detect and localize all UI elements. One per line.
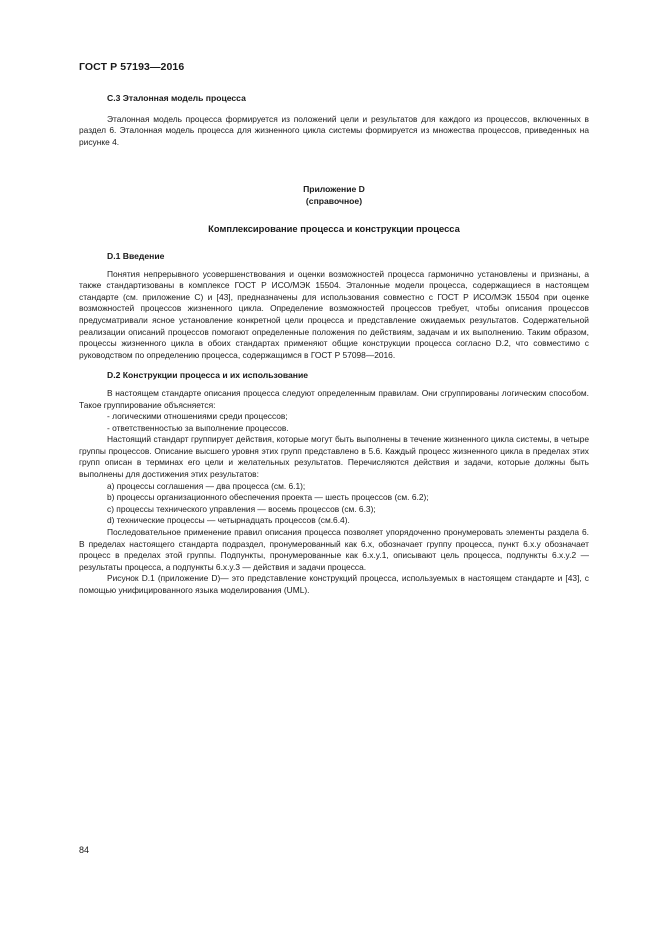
page-content xyxy=(79,88,589,597)
list-item: d) технические процессы — четырнадцать процессов (см.6.4). xyxy=(107,515,350,526)
list-item: - логическими отношениями среди процессов; xyxy=(107,411,288,422)
list-item: b) процессы организационного обеспечения проекта — шесть процессов (см. 6.2); xyxy=(107,492,429,503)
page-number: 84 xyxy=(79,845,90,855)
section-d2-paragraph-1: В настоящем стандарте описания процесса следуют определенным правилам. Они сгруппированы логическим способом. Такое группирование объясняется: xyxy=(79,387,589,410)
appendix-kind: (справочное) xyxy=(305,196,363,207)
section-d2-paragraph-2: Настоящий стандарт группирует действия, которые могут быть выполнены в течение жизненного цикла системы, в четыре группы процессов. Описание высшего уровня этих групп представлено в 5.6. Каждый процесс жизненного цикла в пределах этих групп описан в терминах его цели и желательных результатов. Перечисляются действия и задачи, которые должны быть выполнены для достижения этих результатов: xyxy=(79,434,589,480)
section-d1-paragraph: Понятия непрерывного усовершенствования и оценки возможностей процесса гармонично установлены и признаны, а также стандартизованы в комплексе ГОСТ Р ИСО/МЭК 15504. Эталонные модели процесса, содержащиеся в настоящем стандарте (см. приложение С) и [43], предназначены для использования совместно с ГОСТ Р ИСО/МЭК 15504 при оценке возможностей процессов жизненного цикла. Определение возможностей процессов требует, чтобы описания процессов предусматривали ясное установление конкретной цели процесса и представление ожидаемых результатов. Содержательной реализации описаний процессов помогают определенные положения по действиям, задачам и их выполнению. Таким образом, процессы жизненного цикла в обоих стандартах применяют общие конструкции процесса согласно D.2, что совместимо с руководством по определению процесса, содержащимся в ГОСТ Р 57098—2016. xyxy=(79,268,589,360)
standard-header: ГОСТ Р 57193—2016 xyxy=(79,61,185,73)
section-c3-paragraph: Эталонная модель процесса формируется из положений цели и результатов для каждого из процессов, включенных в раздел 6. Эталонная модель процесса для жизненного цикла системы формируется из множества процессов, приведенных на рисунке 4. xyxy=(79,113,589,147)
section-c3-title: С.3 Эталонная модель процесса xyxy=(107,93,246,103)
section-d2-paragraph-3: Последовательное применение правил описания процесса позволяет упорядоченно пронумеровать элементы раздела 6. В пределах настоящего стандарта подраздел, пронумерованный как 6.x, обозначает группу процесса, пункт 6.x.y обозначает процесс в пределах этой группы. Подпункты, пронумерованные как 6.x.y.1, описывают цель процесса, подпункты 6.x.y.2 — результаты процесса, а подпункты 6.x.y.3 — действия и задачи процесса. xyxy=(79,527,589,572)
appendix-title: Комплексирование процесса и конструкции процесса xyxy=(208,223,460,235)
section-d2-paragraph-4: Рисунок D.1 (приложение D)— это представление конструкций процесса, используемых в настоящем стандарте и [43], с помощью унифицированного языка моделирования (UML). xyxy=(79,573,589,595)
list-item: c) процессы технического управления — восемь процессов (см. 6.3); xyxy=(107,503,376,514)
section-d1-title: D.1 Введение xyxy=(107,250,165,261)
list-item: a) процессы соглашения — два процесса (см. 6.1); xyxy=(107,480,306,491)
section-d2-title: D.2 Конструкции процесса и их использование xyxy=(107,370,309,381)
list-item: - ответственностью за выполнение процессов. xyxy=(107,422,289,433)
appendix-label: Приложение D xyxy=(303,184,365,195)
